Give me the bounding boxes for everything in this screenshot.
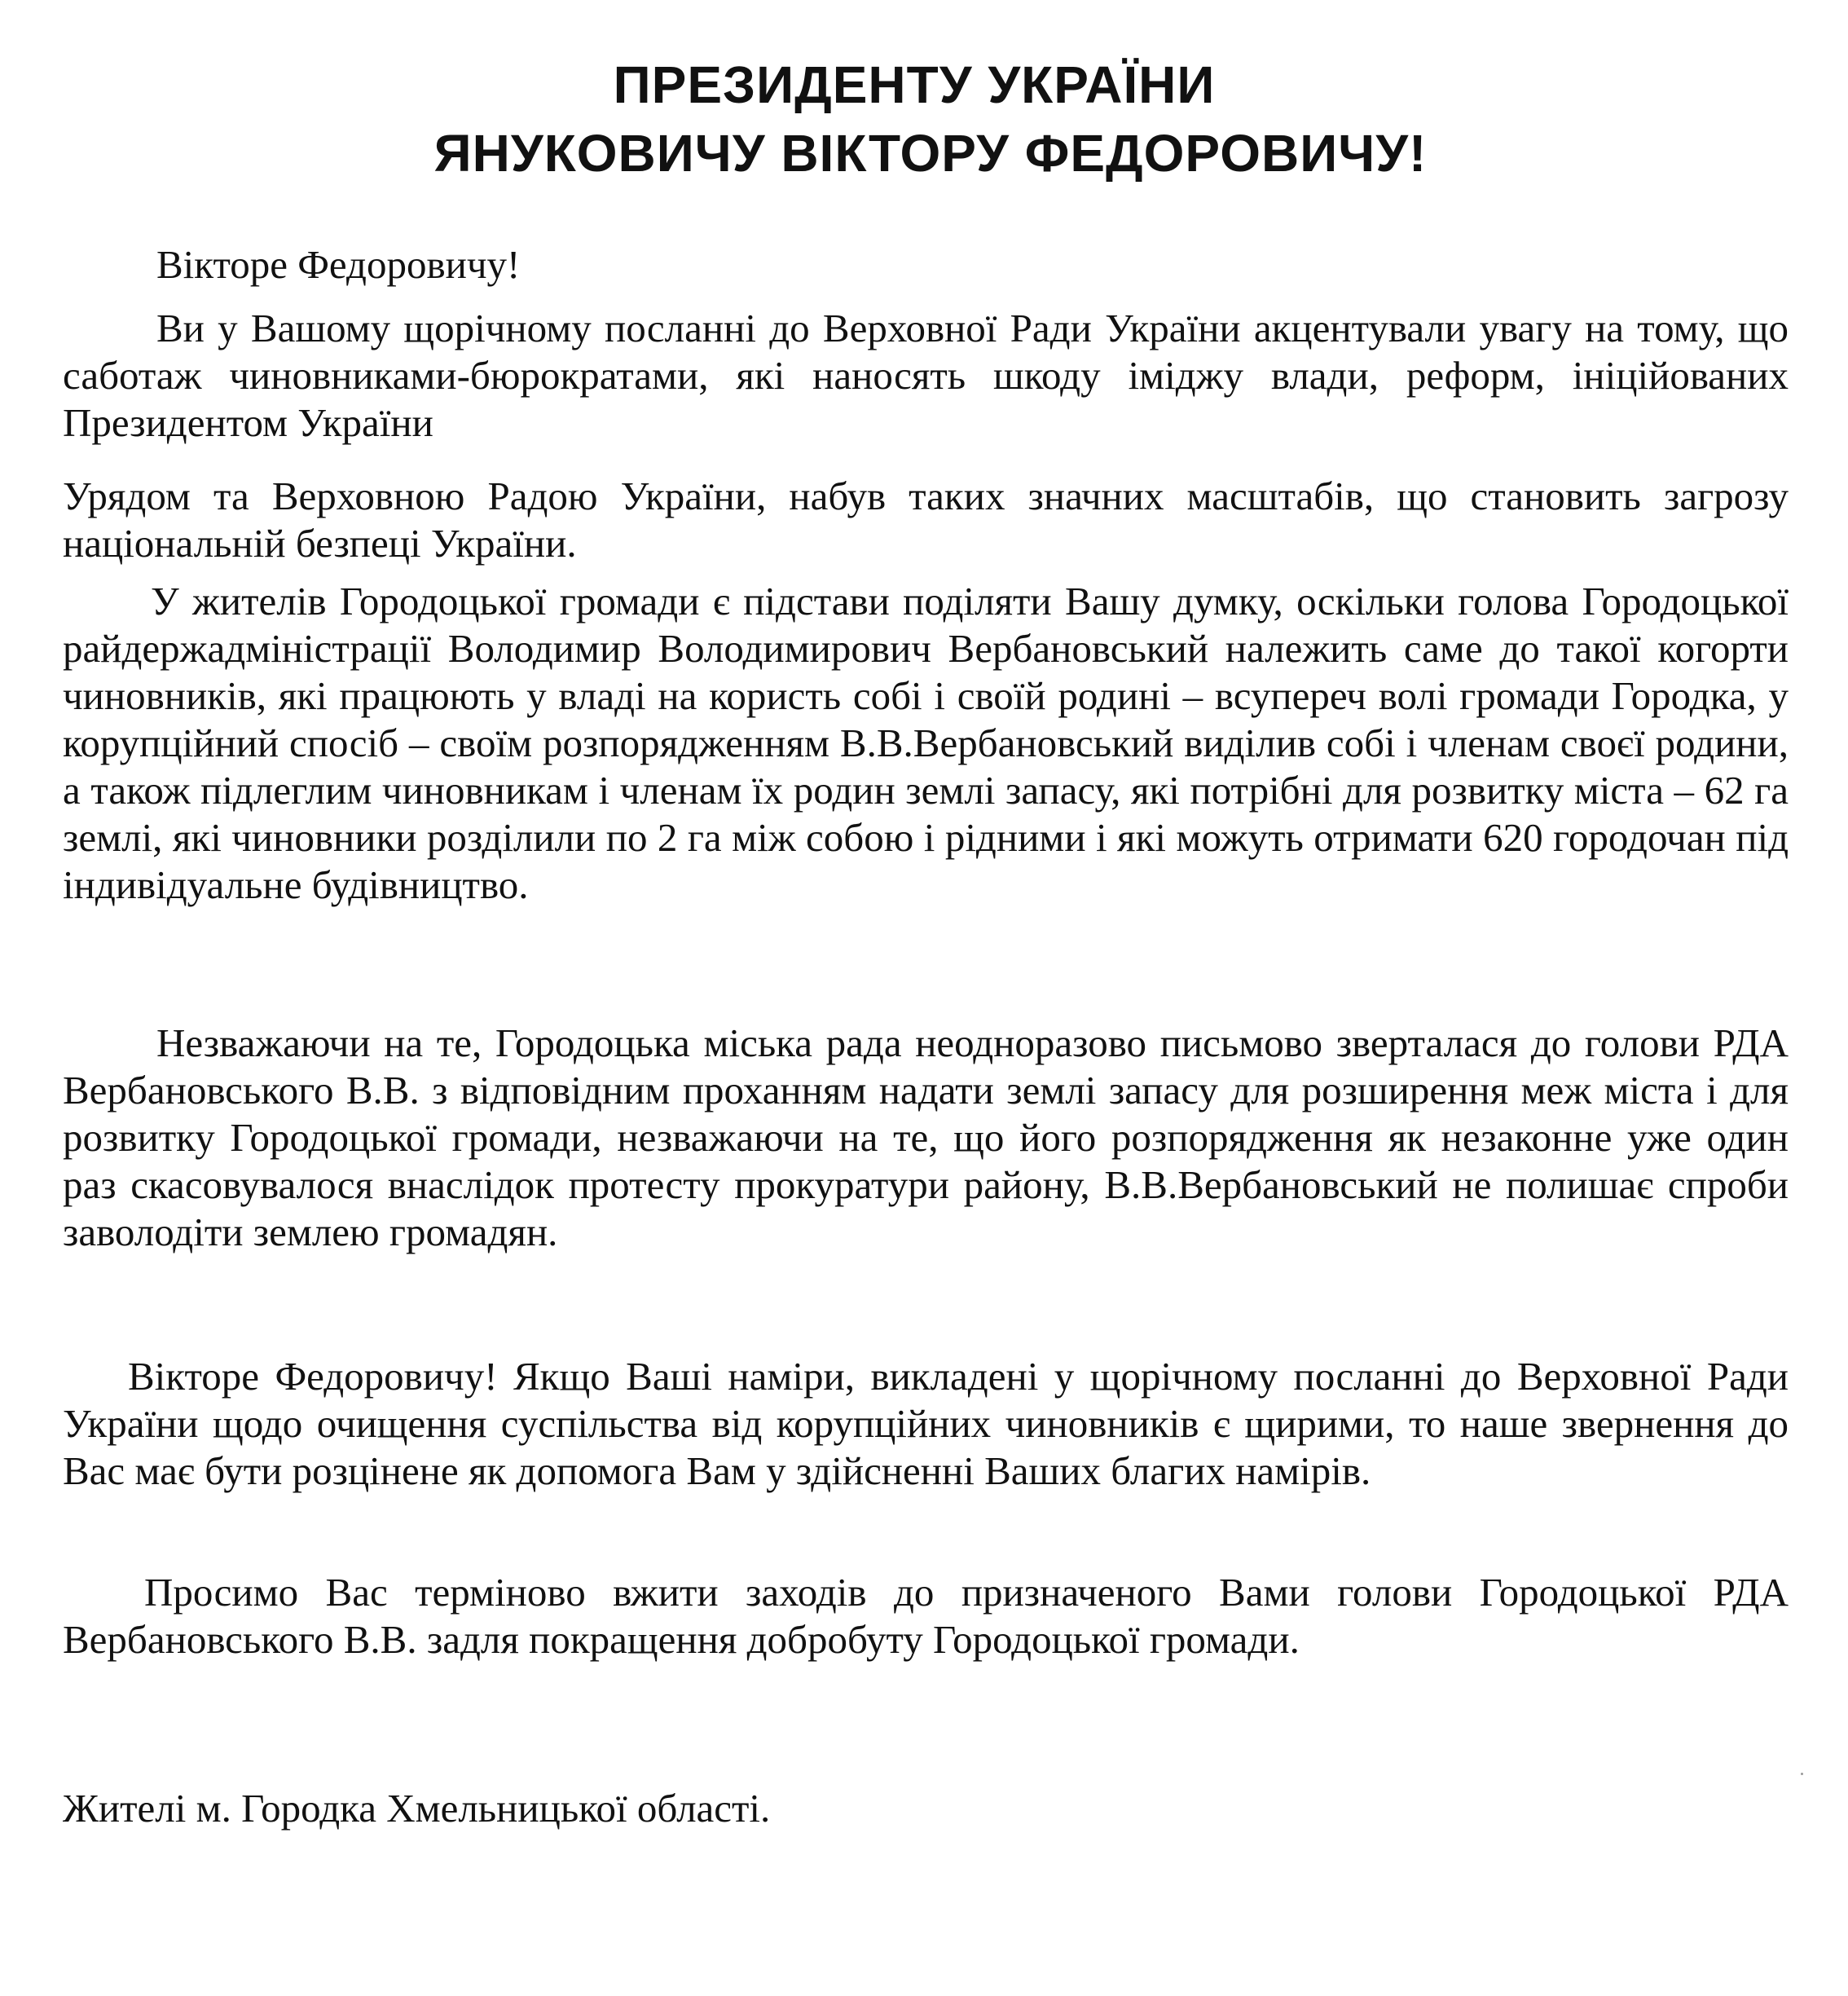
paragraph-4: Вікторе Федоровичу! Якщо Ваші наміри, викладені у щорічному посланні до Верховної Ради України щодо очищення суспільства від корупційних чиновників є щирими, то наше звернення до Вас має бути розцінене як допомога Вам у здійсненні Ваших благих намірів. [63,1354,1789,1493]
paragraph-1 [63,305,1789,447]
signature-line: Жителі м. Городка Хмельницької області. [63,1786,771,1831]
title-line-2: ЯНУКОВИЧУ ВІКТОРУ ФЕДОРОВИЧУ! [433,124,1428,183]
paragraph-1-text: Ви у Вашому щорічному посланні до Верховної Ради України акцентували увагу на тому, що саботаж чиновниками-бюрократами, які наносять шкоду іміджу влади, реформ, ініційованих Президентом України [63,306,1789,445]
title-line-1: ПРЕЗИДЕНТУ УКРАЇНИ [613,55,1216,114]
salutation: Вікторе Федоровичу! [156,242,521,287]
paragraph-2: У жителів Городоцької громади є підстави поділяти Вашу думку, оскільки голова Городоцької райдержадміністрації Володимир Володимирович Вербановський належить саме до такої когорти чиновників, які працюють у владі на користь собі і своїй родині – всупереч волі громади Городка, у корупційний спосіб – своїм розпорядженням В.В.Вербановський виділив собі і членам своєї родини, а також підлеглим чиновникам і членам їх родин землі запасу, які потрібні для розвитку міста – 62 га землі, які чиновники розділили по 2 га між собою і рідними і які можуть отримати 620 городочан під індивідуальне будівництво. [63,579,1789,907]
paragraph-1-continued: Урядом та Верховною Радою України, набув таких значних масштабів, що становить загрозу національній безпеці України. [63,474,1789,566]
scan-speck [1801,1773,1803,1775]
paragraph-3: Незважаючи на те, Городоцька міська рада неодноразово письмово зверталася до голови РДА Вербановського В.В. з відповідним проханням надати землі запасу для розширення меж міста і для розвитку Городоцької громади, незважаючи на те, що його розпорядження як незаконне уже один раз скасовувалося внаслідок протесту прокуратури району, В.В.Вербановський не полишає спроби заволодіти землею громадян. [63,1020,1789,1254]
paragraph-5: Просимо Вас терміново вжити заходів до призначеного Вами голови Городоцької РДА Вербановського В.В. задля покращення добробуту Городоцької громади. [63,1570,1789,1662]
